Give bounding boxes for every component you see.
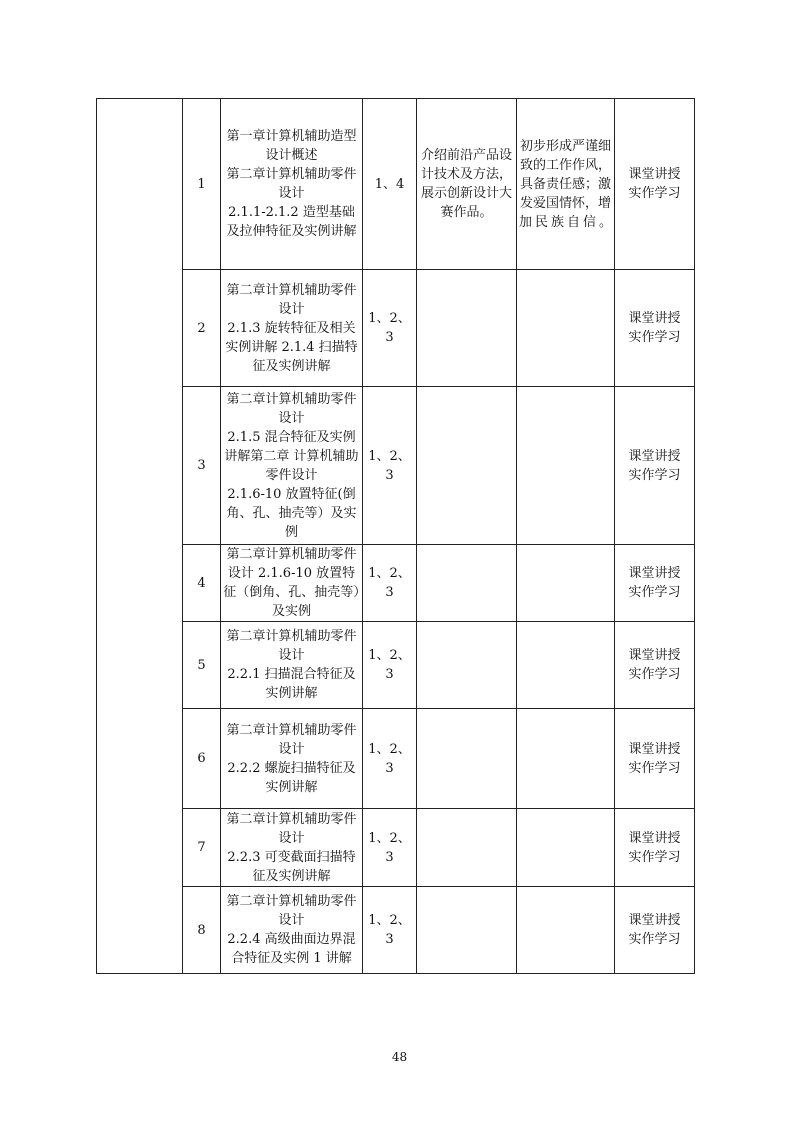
ideological-goal-cell: [517, 622, 615, 709]
teaching-content-cell: 第二章计算机辅助零件设计 2.2.3 可变截面扫描特征及实例讲解: [221, 809, 363, 887]
table-row: [97, 387, 695, 545]
ideological-element-cell: [417, 622, 517, 709]
teaching-method-cell: 课堂讲授 实作学习: [615, 99, 695, 270]
teaching-method-cell: 课堂讲授 实作学习: [615, 387, 695, 545]
ideological-element-cell: 介绍前沿产品设计技术及方法，展示创新设计大赛作品。: [417, 99, 517, 270]
week-number-cell: 2: [183, 270, 221, 387]
ideological-element-cell: [417, 387, 517, 545]
table-row: [97, 545, 695, 622]
table-row: [97, 709, 695, 809]
teaching-content-cell: 第二章计算机辅助零件设计 2.1.5 混合特征及实例讲解第二章 计算机辅助零件设计 2.1.6-10 放置特征(倒角、孔、抽壳等）及实例: [221, 387, 363, 545]
ideological-goal-cell: [517, 887, 615, 974]
ideological-element-cell: [417, 809, 517, 887]
week-number-cell: 6: [183, 709, 221, 809]
objective-cell: 1、2、3: [363, 622, 417, 709]
ideological-element-cell: [417, 887, 517, 974]
teaching-method-cell: 课堂讲授 实作学习: [615, 887, 695, 974]
teaching-method-cell: 课堂讲授 实作学习: [615, 709, 695, 809]
ideological-goal-cell: 初步形成严谨细致的工作作风，具备责任感；激发爱国情怀，增加民族自信。: [517, 99, 615, 270]
table-row: [97, 887, 695, 974]
ideological-element-cell: [417, 270, 517, 387]
teaching-content-cell: 第二章计算机辅助零件设计 2.1.6-10 放置特征（倒角、孔、抽壳等）及实例: [221, 545, 363, 622]
ideological-goal-cell: [517, 709, 615, 809]
objective-cell: 1、2、3: [363, 709, 417, 809]
objective-cell: 1、2、3: [363, 809, 417, 887]
ideological-goal-cell: [517, 545, 615, 622]
ideological-element-cell: [417, 545, 517, 622]
table-row: [97, 99, 695, 270]
week-number-cell: 4: [183, 545, 221, 622]
teaching-content-cell: 第二章计算机辅助零件设计 2.1.3 旋转特征及相关实例讲解 2.1.4 扫描特征及实例讲解: [221, 270, 363, 387]
objective-cell: 1、2、3: [363, 545, 417, 622]
week-number-cell: 8: [183, 887, 221, 974]
teaching-content-cell: 第一章计算机辅助造型设计概述 第二章计算机辅助零件设计 2.1.1-2.1.2 造型基础及拉伸特征及实例讲解: [221, 99, 363, 270]
table-row: [97, 809, 695, 887]
merged-left-cell: [97, 99, 183, 974]
objective-cell: 1、2、3: [363, 270, 417, 387]
teaching-method-cell: 课堂讲授 实作学习: [615, 545, 695, 622]
objective-cell: 1、2、3: [363, 387, 417, 545]
teaching-method-cell: 课堂讲授 实作学习: [615, 809, 695, 887]
week-number-cell: 1: [183, 99, 221, 270]
teaching-content-cell: 第二章计算机辅助零件设计 2.2.4 高级曲面边界混合特征及实例 1 讲解: [221, 887, 363, 974]
ideological-element-cell: [417, 709, 517, 809]
teaching-content-cell: 第二章计算机辅助零件设计 2.2.2 螺旋扫描特征及实例讲解: [221, 709, 363, 809]
week-number-cell: 3: [183, 387, 221, 545]
week-number-cell: 5: [183, 622, 221, 709]
objective-cell: 1、4: [363, 99, 417, 270]
week-number-cell: 7: [183, 809, 221, 887]
ideological-goal-cell: [517, 270, 615, 387]
ideological-goal-cell: [517, 809, 615, 887]
teaching-method-cell: 课堂讲授 实作学习: [615, 622, 695, 709]
teaching-method-cell: 课堂讲授 实作学习: [615, 270, 695, 387]
page-number: 48: [391, 1050, 408, 1064]
teaching-content-cell: 第二章计算机辅助零件设计 2.2.1 扫描混合特征及实例讲解: [221, 622, 363, 709]
schedule-table: [96, 98, 695, 974]
objective-cell: 1、2、3: [363, 887, 417, 974]
table-row: [97, 622, 695, 709]
ideological-goal-cell: [517, 387, 615, 545]
table-row: [97, 270, 695, 387]
